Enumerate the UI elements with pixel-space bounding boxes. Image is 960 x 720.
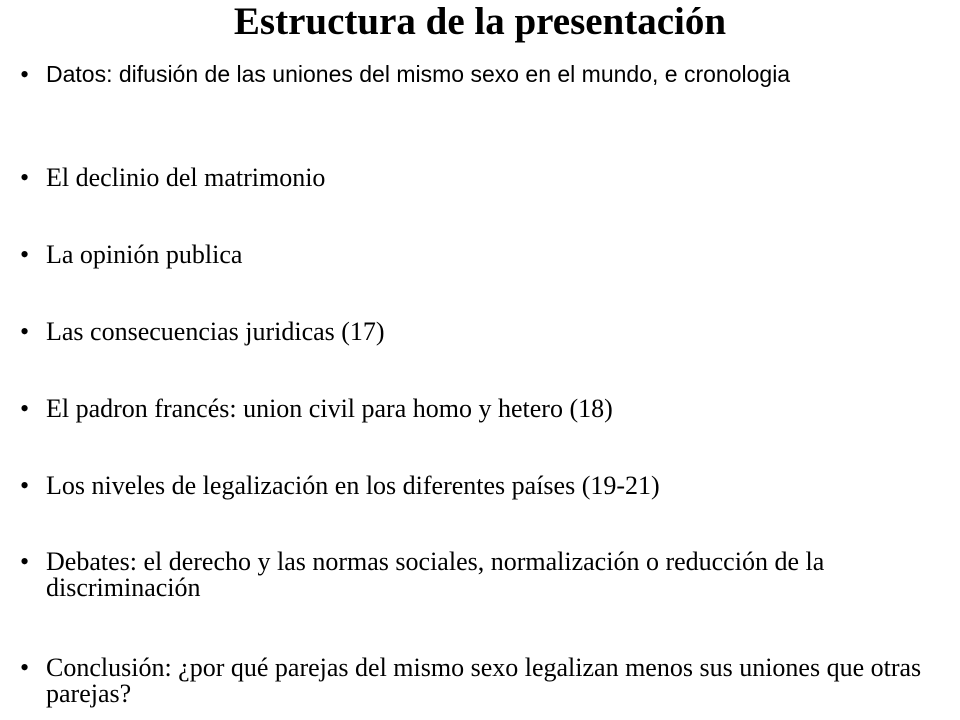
- list-item-text: Conclusión: ¿por qué parejas del mismo sexo legalizan menos sus uniones que otras parejas?: [46, 653, 922, 708]
- bullet-icon: •: [20, 317, 30, 346]
- bullet-icon: •: [20, 653, 30, 682]
- list-item-text: Debates: el derecho y las normas sociales, normalización o reducción de la discriminación: [46, 547, 825, 602]
- bullet-icon: •: [20, 394, 30, 423]
- list-item-text: Los niveles de legalización en los diferentes países (19-21): [46, 471, 660, 500]
- list-item-text: El padron francés: union civil para homo y hetero (18): [46, 394, 613, 423]
- bullet-icon: •: [20, 240, 30, 269]
- list-item-text: El declinio del matrimonio: [46, 163, 326, 192]
- slide-title: Estructura de la presentación: [233, 0, 727, 43]
- list-item-text: La opinión publica: [46, 240, 243, 269]
- bullet-icon: •: [20, 471, 30, 500]
- list-item-text: Datos: difusión de las uniones del mismo sexo en el mundo, e cronologia: [46, 61, 791, 87]
- list-item-text: Las consecuencias juridicas (17): [46, 317, 385, 346]
- bullet-icon: •: [20, 163, 30, 192]
- bullet-icon: •: [20, 547, 30, 576]
- bullet-icon: •: [20, 60, 30, 89]
